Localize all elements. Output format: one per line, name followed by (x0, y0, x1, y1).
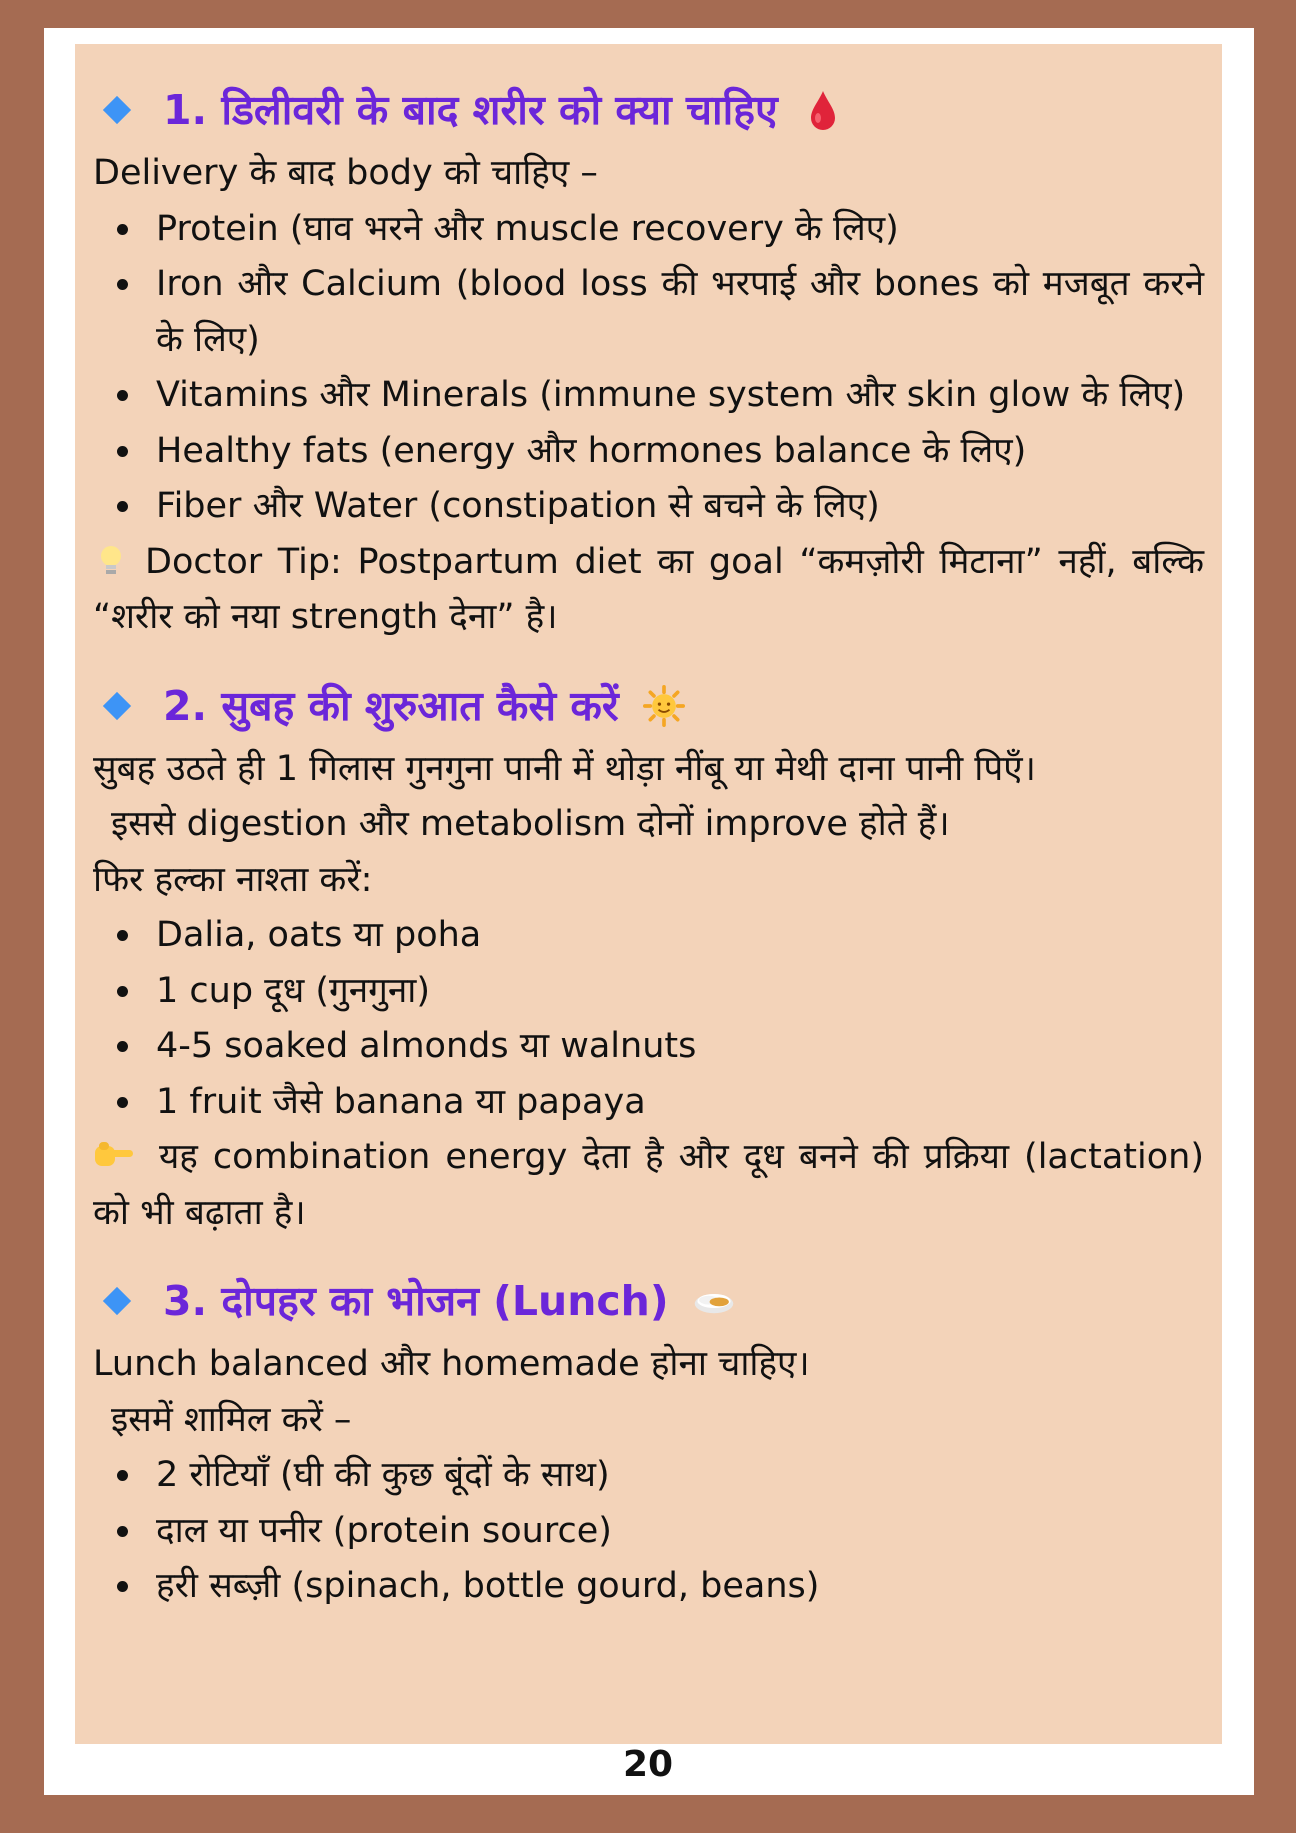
section-title: 1. डिलीवरी के बाद शरीर को क्या चाहिए (163, 86, 778, 134)
blood-drop-icon (802, 86, 844, 134)
section-heading (93, 670, 1204, 742)
sun-icon (643, 682, 685, 730)
list-item: Dalia, oats या poha (156, 908, 1204, 964)
lunch-list (93, 1448, 1204, 1615)
diamond-bullet-icon (103, 1287, 131, 1315)
digestion-text: इससे digestion और metabolism दोनों improve होते हैं। (111, 804, 950, 844)
section-heading (93, 1265, 1204, 1337)
list-item: Iron और Calcium (blood loss की भरपाई और bones को मजबूत करने के लिए) (156, 257, 1204, 368)
list-item: 1 fruit जैसे banana या papaya (156, 1075, 1204, 1131)
diamond-bullet-icon (103, 691, 131, 719)
content-panel (75, 44, 1222, 1744)
list-item: दाल या पनीर (protein source) (156, 1504, 1204, 1560)
section-title: 2. सुबह की शुरुआत कैसे करें (163, 681, 619, 730)
lactation-note (93, 1130, 1204, 1241)
light-bulb-icon (93, 539, 129, 573)
morning-drink-text: सुबह उठते ही 1 गिलास गुनगुना पानी में थोड़ा नींबू या मेथी दाना पानी पिएँ। (93, 748, 1036, 789)
doctor-tip-text: Doctor Tip: Postpartum diet का goal “कमज़ोरी मिटाना” नहीं, बल्कि “शरीर को नया strength देना” है। (93, 541, 1204, 637)
section-morning-start (93, 670, 1204, 1242)
curry-rice-icon (693, 1277, 735, 1325)
diamond-bullet-icon (103, 96, 131, 124)
nutrient-list (93, 202, 1204, 535)
list-item: 2 रोटियाँ (घी की कुछ बूंदों के साथ) (156, 1448, 1204, 1504)
list-item: Protein (घाव भरने और muscle recovery के लिए) (156, 202, 1204, 258)
list-item: Vitamins और Minerals (immune system और skin glow के लिए) (156, 368, 1204, 424)
doctor-tip (93, 535, 1204, 646)
section-lunch (93, 1265, 1204, 1615)
breakfast-intro: फिर हल्का नाश्ता करें: (93, 859, 373, 900)
page-number: 20 (622, 1744, 674, 1785)
lunch-intro: Lunch balanced और homemade होना चाहिए। (93, 1344, 810, 1384)
intro-text: Delivery के बाद body को चाहिए – (93, 153, 598, 193)
list-item: 1 cup दूध (गुनगुना) (156, 964, 1204, 1020)
section-postpartum-needs (93, 74, 1204, 646)
lunch-include-text: इसमें शामिल करें – (111, 1399, 352, 1440)
section-heading (93, 74, 1204, 146)
section-title: 3. दोपहर का भोजन (Lunch) (163, 1277, 669, 1325)
breakfast-list (93, 908, 1204, 1130)
list-item: Healthy fats (energy और hormones balance के लिए) (156, 424, 1204, 480)
list-item: Fiber और Water (constipation से बचने के लिए) (156, 479, 1204, 535)
pointing-hand-icon (93, 1132, 135, 1162)
list-item: हरी सब्ज़ी (spinach, bottle gourd, beans) (156, 1559, 1204, 1615)
list-item: 4-5 soaked almonds या walnuts (156, 1019, 1204, 1075)
lactation-note-text: यह combination energy देता है और दूध बनने की प्रक्रिया (lactation) को भी बढ़ाता है। (93, 1137, 1204, 1233)
